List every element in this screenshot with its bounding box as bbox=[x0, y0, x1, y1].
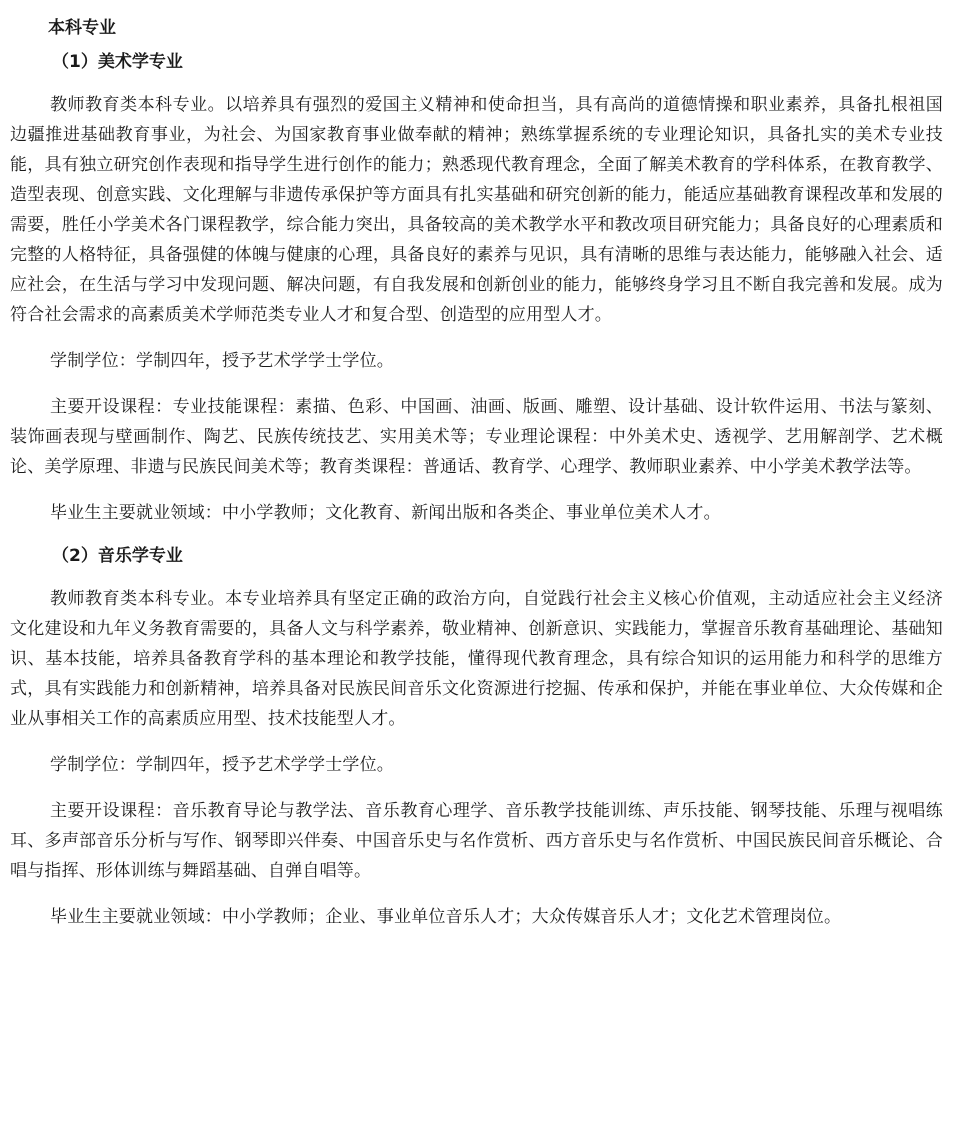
music-employment-paragraph: 毕业生主要就业领域：中小学教师；企业、事业单位音乐人才；大众传媒音乐人才；文化艺术管理岗位。 bbox=[50, 907, 842, 927]
section-heading-music: （2）音乐学专业 bbox=[52, 546, 183, 566]
fine-arts-overview-paragraph: 教师教育类本科专业。以培养具有强烈的爱国主义精神和使命担当，具有高尚的道德情操和职业素养，具备扎根祖国边疆推进基础教育事业，为社会、为国家教育事业做奉献的精神；熟练掌握系统的专业理论知识，具备扎实的美术专业技能，具有独立研究创作表现和指导学生进行创作的能力；熟悉现代教育理念，全面了解美术教育的学科体系，在教育教学、造型表现、创意实践、文化理解与非遗传承保护等方面具有扎实基础和研究创新的能力，能适应基础教育课程改革和发展的需要，胜任小学美术各门课程教学，综合能力突出，具备较高的美术教学水平和教改项目研究能力；具备良好的心理素质和完整的人格特征，具备强健的体魄与健康的心理，具备良好的素养与见识，具有清晰的思维与表达能力，能够融入社会、适应社会，在生活与学习中发现问题、解决问题，有自我发展和创新创业的能力，能够终身学习且不断自我完善和发展。成为符合社会需求的高素质美术学师范类专业人才和复合型、创造型的应用型人才。 bbox=[10, 95, 943, 325]
fine-arts-degree-paragraph: 学制学位：学制四年，授予艺术学学士学位。 bbox=[50, 351, 394, 371]
music-courses-paragraph: 主要开设课程：音乐教育导论与教学法、音乐教育心理学、音乐教学技能训练、声乐技能、钢琴技能、乐理与视唱练耳、多声部音乐分析与写作、钢琴即兴伴奏、中国音乐史与名作赏析、西方音乐史与名作赏析、中国民族民间音乐概论、合唱与指挥、形体训练与舞蹈基础、自弹自唱等。 bbox=[10, 801, 943, 881]
fine-arts-courses-paragraph: 主要开设课程：专业技能课程：素描、色彩、中国画、油画、版画、雕塑、设计基础、设计软件运用、书法与篆刻、装饰画表现与壁画制作、陶艺、民族传统技艺、实用美术等；专业理论课程：中外美术史、透视学、艺用解剖学、艺术概论、美学原理、非遗与民族民间美术等；教育类课程：普通话、教育学、心理学、教师职业素养、中小学美术教学法等。 bbox=[10, 397, 943, 477]
music-overview-paragraph: 教师教育类本科专业。本专业培养具有坚定正确的政治方向，自觉践行社会主义核心价值观，主动适应社会主义经济文化建设和九年义务教育需要的，具备人文与科学素养，敬业精神、创新意识、实践能力，掌握音乐教育基础理论、基础知识、基本技能，培养具备教育学科的基本理论和教学技能，懂得现代教育理念，具有综合知识的运用能力和科学的思维方式，具有实践能力和创新精神，培养具备对民族民间音乐文化资源进行挖掘、传承和保护，并能在事业单位、大众传媒和企业从事相关工作的高素质应用型、技术技能型人才。 bbox=[10, 589, 943, 729]
section-heading-fine-arts: （1）美术学专业 bbox=[52, 52, 183, 72]
fine-arts-employment-paragraph: 毕业生主要就业领域：中小学教师；文化教育、新闻出版和各类企、事业单位美术人才。 bbox=[50, 503, 721, 523]
music-degree-paragraph: 学制学位：学制四年，授予艺术学学士学位。 bbox=[50, 755, 394, 775]
page-title: 本科专业 bbox=[48, 18, 116, 38]
